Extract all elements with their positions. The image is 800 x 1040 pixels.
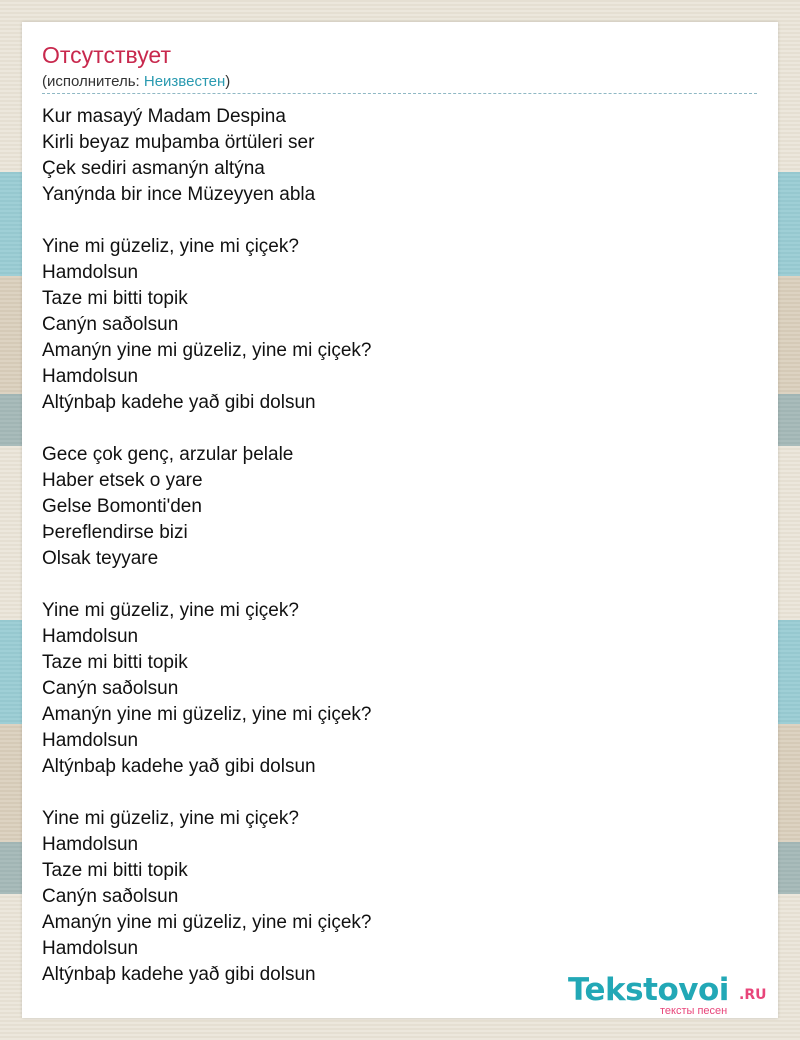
artist-prefix: (исполнитель: xyxy=(42,73,144,90)
lyrics-line: Canýn saðolsun xyxy=(42,314,179,335)
lyrics-line: Çek sediri asmanýn altýna xyxy=(42,158,265,179)
logo-subtitle: тексты песен xyxy=(660,1005,728,1017)
lyrics-line: Yine mi güzeliz, yine mi çiçek? xyxy=(42,600,299,621)
lyrics-blank-line xyxy=(42,572,371,598)
logo-domain: .RU xyxy=(739,987,767,1003)
lyrics-line: Kirli beyaz muþamba örtüleri ser xyxy=(42,132,315,153)
lyrics-line: Amanýn yine mi güzeliz, yine mi çiçek? xyxy=(42,704,372,725)
lyrics-line: Taze mi bitti topik xyxy=(42,860,188,881)
artist-suffix: ) xyxy=(225,73,231,90)
lyrics-line: Gece çok genç, arzular þelale xyxy=(42,444,294,465)
lyrics-line: Hamdolsun xyxy=(42,366,139,387)
lyrics-line: Altýnbaþ kadehe yað gibi dolsun xyxy=(42,756,316,777)
lyrics-line: Hamdolsun xyxy=(42,730,139,751)
lyrics-line: Canýn saðolsun xyxy=(42,886,179,907)
lyrics-line: Altýnbaþ kadehe yað gibi dolsun xyxy=(42,964,316,985)
lyrics-line: Amanýn yine mi güzeliz, yine mi çiçek? xyxy=(42,912,372,933)
lyrics-line: Hamdolsun xyxy=(42,938,139,959)
lyrics-line: Þereflendirse bizi xyxy=(42,522,188,543)
lyrics-line: Yine mi güzeliz, yine mi çiçek? xyxy=(42,236,299,257)
lyrics-line: Amanýn yine mi güzeliz, yine mi çiçek? xyxy=(42,340,372,361)
lyrics-line: Haber etsek o yare xyxy=(42,470,203,491)
artist-link[interactable]: Неизвестен xyxy=(143,73,226,90)
lyrics-blank-line xyxy=(42,780,371,806)
song-title: Отсутствует xyxy=(42,42,171,68)
lyrics-text xyxy=(42,104,371,988)
lyrics-card xyxy=(22,22,778,1018)
lyrics-blank-line xyxy=(42,208,371,234)
lyrics-line: Hamdolsun xyxy=(42,262,139,283)
lyrics-line: Altýnbaþ kadehe yað gibi dolsun xyxy=(42,392,316,413)
lyrics-line: Kur masayý Madam Despina xyxy=(42,106,286,127)
logo-text: Tekstovoi xyxy=(568,972,729,1008)
lyrics-line: Yanýnda bir ince Müzeyyen abla xyxy=(42,184,316,205)
divider xyxy=(42,93,757,94)
lyrics-line: Yine mi güzeliz, yine mi çiçek? xyxy=(42,808,299,829)
site-logo[interactable] xyxy=(568,972,778,1018)
lyrics-line: Hamdolsun xyxy=(42,834,139,855)
lyrics-line: Taze mi bitti topik xyxy=(42,652,188,673)
lyrics-line: Taze mi bitti topik xyxy=(42,288,188,309)
lyrics-blank-line xyxy=(42,416,371,442)
artist-line xyxy=(42,73,230,90)
lyrics-line: Canýn saðolsun xyxy=(42,678,179,699)
lyrics-line: Hamdolsun xyxy=(42,626,139,647)
lyrics-line: Gelse Bomonti'den xyxy=(42,496,202,517)
lyrics-line: Olsak teyyare xyxy=(42,548,159,569)
